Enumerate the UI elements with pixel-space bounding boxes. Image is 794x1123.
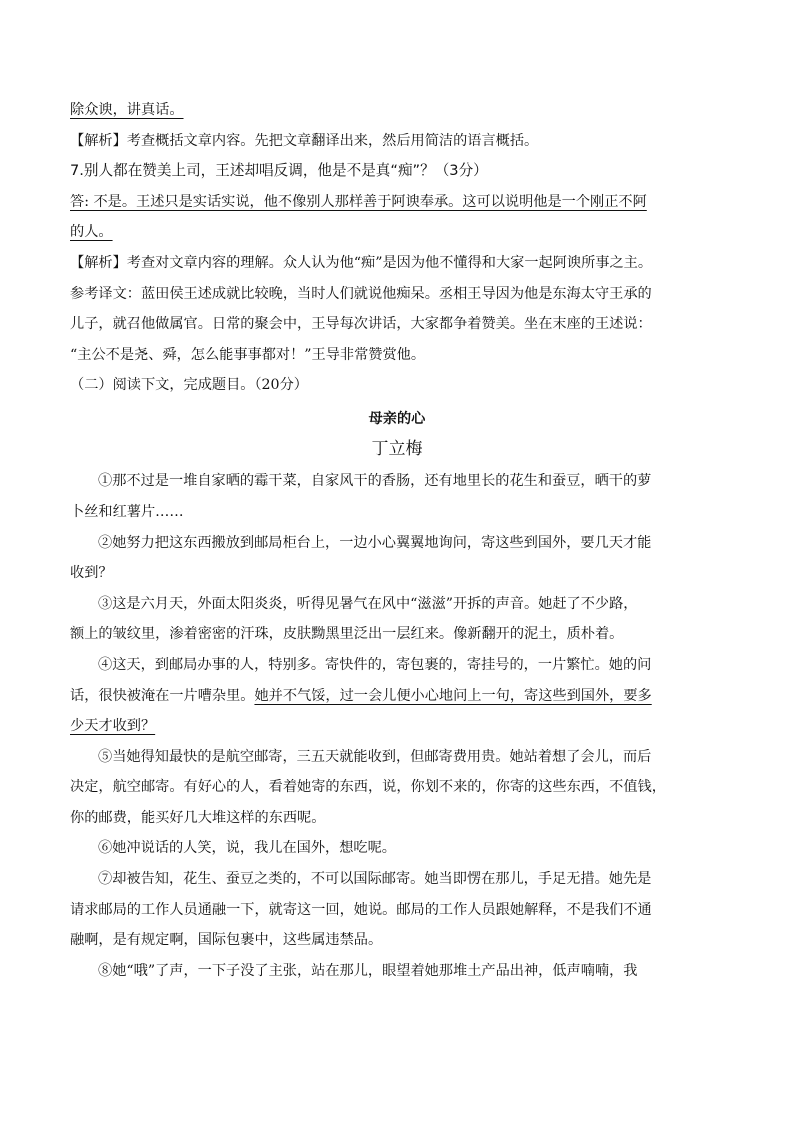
paragraph-8-line-1: ⑧她“哦”了声，一下子没了主张，站在那儿，眼望着她那堆土产品出神，低声喃喃，我 bbox=[98, 962, 638, 979]
paragraph-4-line-2 bbox=[70, 682, 724, 710]
paragraph-6-line-1: ⑥她冲说话的人笑，说，我儿在国外，想吃呢。 bbox=[98, 840, 396, 857]
paragraph-7-line-1: ⑦却被告知，花生、蚕豆之类的，不可以国际邮寄。她当即愣在那儿，手足无措。她先是 bbox=[98, 871, 652, 888]
paragraph-5-line-2: 决定，航空邮寄。有好心的人，看着她寄的东西，说，你划不来的，你寄的这些东西，不值钱， bbox=[70, 779, 666, 796]
paragraph-4-underlined: 她并不气馁，过一会儿便小心地问上一句，寄这些到国外，要多 bbox=[254, 687, 652, 704]
section2-heading: （二）阅读下文，完成题目。（20分） bbox=[70, 377, 308, 394]
article-author: 丁立梅 bbox=[371, 439, 423, 460]
paragraph-4-line-1: ④这天，到邮局办事的人，特别多。寄快件的，寄包裹的，寄挂号的，一片繁忙。她的问 bbox=[98, 656, 652, 673]
answer6-tail: 除众谀，讲真话。 bbox=[70, 102, 184, 118]
paragraph-3-line-2: 额上的皱纹里，渗着密密的汗珠，皮肤黝黑里泛出一层红来。像新翻开的泥土，质朴着。 bbox=[70, 626, 624, 643]
translation-line1: 参考译文：蓝田侯王述成就比较晚，当时人们就说他痴呆。丞相王导因为他是东海太守王承的 bbox=[70, 285, 652, 302]
paragraph-2-line-2: 收到？ bbox=[70, 565, 113, 582]
paragraph-2-line-1: ②她努力把这东西搬放到邮局柜台上，一边小心翼翼地询问，寄这些到国外，要几天才能 bbox=[98, 534, 652, 551]
translation-line3: “主公不是尧、舜，怎么能事事都对！”王导非常赞赏他。 bbox=[70, 346, 426, 363]
analysis6: 【解析】考查概括文章内容。先把文章翻译出来，然后用简洁的语言概括。 bbox=[70, 132, 539, 149]
paragraph-1-line-1: ①那不过是一堆自家晒的霉干菜，自家风干的香肠，还有地里长的花生和蚕豆，晒干的萝 bbox=[98, 473, 652, 490]
paragraph-7-line-2: 请求邮局的工作人员通融一下，就寄这一回，她说。邮局的工作人员跟她解释，不是我们不通 bbox=[70, 901, 652, 918]
article-title: 母亲的心 bbox=[368, 411, 426, 428]
answer7-line2: 的人。 bbox=[70, 224, 113, 241]
paragraph-5-line-3: 你的邮费，能买好几大堆这样的东西呢。 bbox=[70, 809, 326, 826]
analysis7: 【解析】考查对文章内容的理解。众人认为他“痴”是因为他不懂得和大家一起阿谀所事之主。 bbox=[70, 254, 653, 271]
paragraph-7-line-3: 融啊，是有规定啊，国际包裹中，这些属违禁品。 bbox=[70, 932, 383, 949]
paragraph-5-line-1: ⑤当她得知最快的是航空邮寄，三五天就能收到，但邮寄费用贵。她站着想了会儿，而后 bbox=[98, 748, 652, 765]
paragraph-1-line-2: 卜丝和红薯片…… bbox=[70, 503, 184, 520]
answer7-line1: 答: 不是。王述只是实话实说，他不像别人那样善于阿谀奉承。这可以说明他是一个刚正不阿 bbox=[70, 193, 647, 210]
question7: 7.别人都在赞美上司，王述却唱反调，他是不是真“痴”？（3分） bbox=[70, 162, 488, 180]
paragraph-4-line-3: 少天才收到？ bbox=[70, 718, 156, 735]
translation-line2: 儿子，就召他做属官。日常的聚会中，王导每次讲话，大家都争着赞美。坐在末座的王述说： bbox=[70, 316, 652, 333]
document-page bbox=[70, 96, 724, 987]
paragraph-4-plain: 话，很快被淹在一片嘈杂里。 bbox=[70, 687, 255, 704]
paragraph-3-line-1: ③这是六月天，外面太阳炎炎，听得见暑气在风中“滋滋”开拆的声音。她赶了不少路， bbox=[98, 595, 638, 612]
